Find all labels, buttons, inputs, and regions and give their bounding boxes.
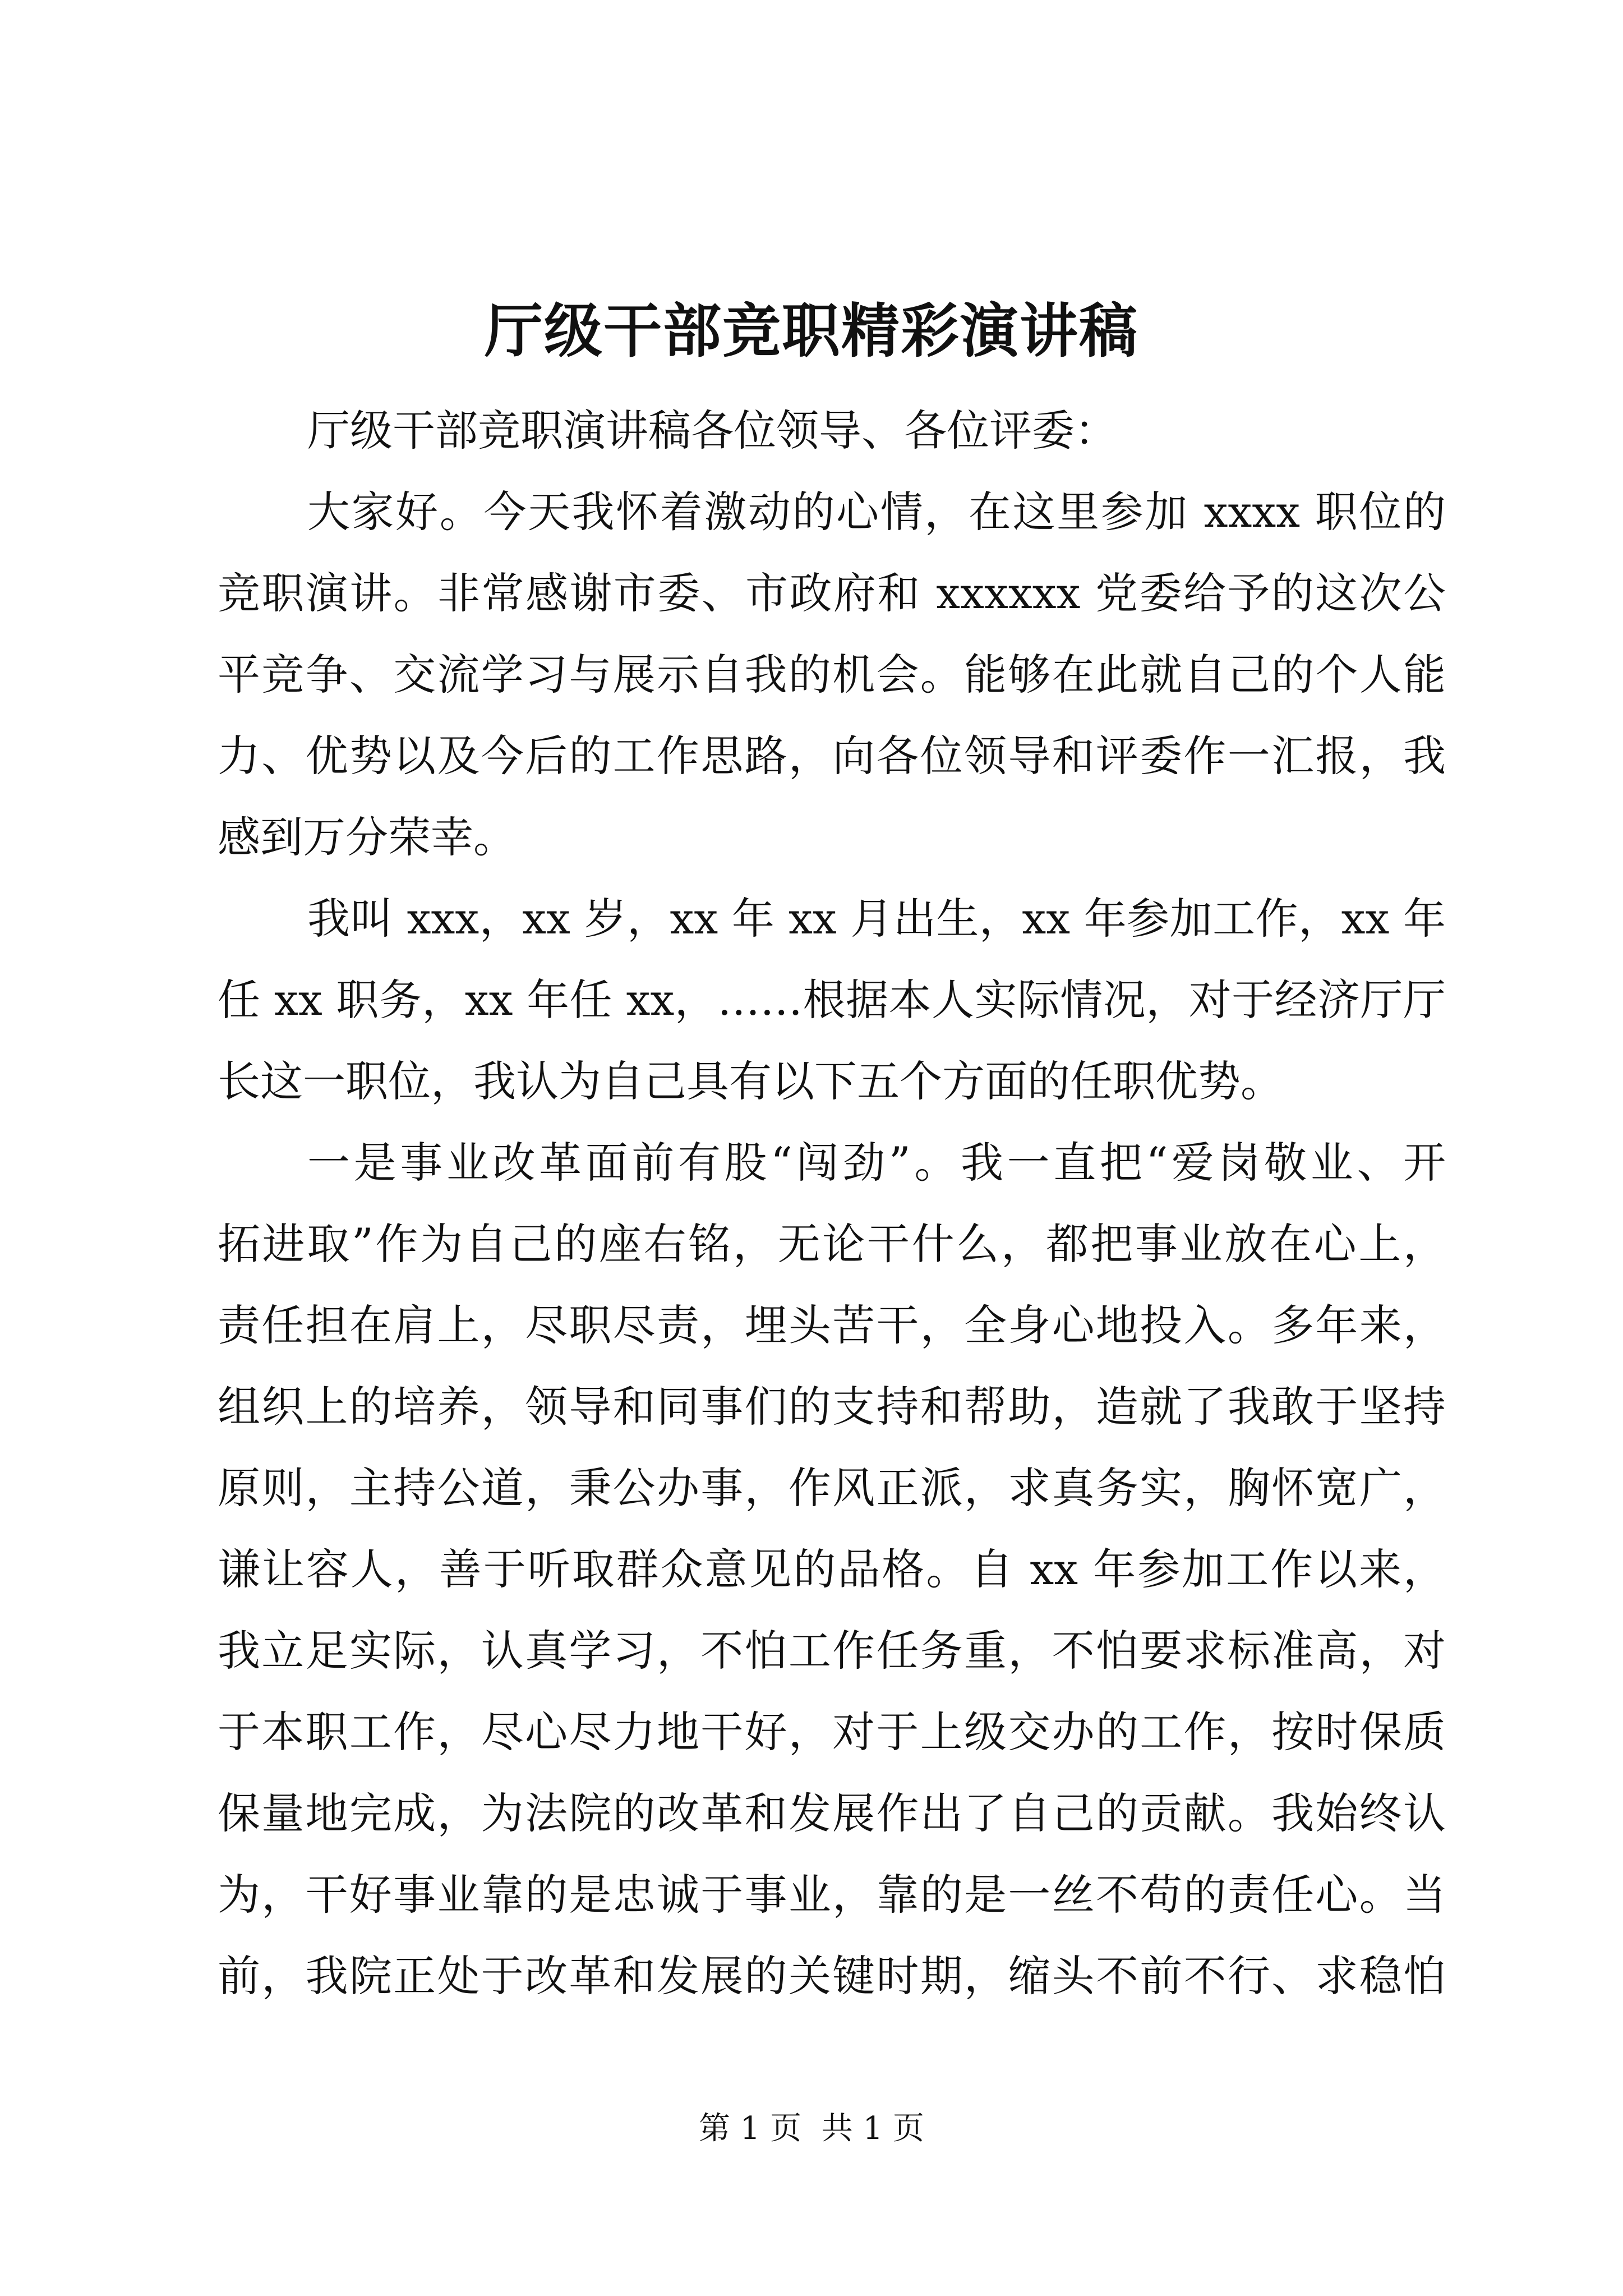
- text-line: 平竞争、交流学习与展示自我的机会。能够在此就自己的个人能: [218, 650, 1446, 700]
- document-body: [218, 390, 1446, 2017]
- paragraph-greeting: [218, 390, 1446, 471]
- text-line: 保量地完成，为法院的改革和发展作出了自己的贡献。我始终认: [218, 1788, 1446, 1838]
- text-line: 为，干好事业靠的是忠诚于事业，靠的是一丝不苟的责任心。当: [218, 1870, 1446, 1920]
- text-line: 于本职工作，尽心尽力地干好，对于上级交办的工作，按时保质: [218, 1707, 1446, 1757]
- text-line: 长这一职位，我认为自己具有以下五个方面的任职优势。: [218, 1056, 1283, 1106]
- text-line: 前，我院正处于改革和发展的关键时期，缩头不前不行、求稳怕: [218, 1951, 1446, 2001]
- text-line: 力、优势以及今后的工作思路，向各位领导和评委作一汇报，我: [218, 731, 1446, 781]
- text-line: 感到万分荣幸。: [218, 812, 516, 862]
- text-line: 任 xx 职务，xx 年任 xx，……根据本人实际情况，对于经济厅厅: [218, 975, 1446, 1025]
- text-line: 原则，主持公道，秉公办事，作风正派，求真务实，胸怀宽广，: [218, 1463, 1446, 1513]
- paragraph-advantage-one: [218, 1122, 1446, 2017]
- text-line: 我立足实际，认真学习，不怕工作任务重，不怕要求标准高，对: [218, 1626, 1446, 1676]
- text-line: 责任担在肩上，尽职尽责，埋头苦干，全身心地投入。多年来，: [218, 1300, 1446, 1350]
- text-line: 一是事业改革面前有股“闯劲”。我一直把“爱岗敬业、开: [307, 1138, 1446, 1188]
- text-line: 大家好。今天我怀着激动的心情，在这里参加 xxxx 职位的: [307, 487, 1446, 537]
- paragraph-introduction: [218, 878, 1446, 1122]
- text-line: 我叫 xxx，xx 岁，xx 年 xx 月出生，xx 年参加工作，xx 年: [307, 894, 1446, 944]
- text-line: 竞职演讲。非常感谢市委、市政府和 xxxxxx 党委给予的这次公: [218, 568, 1446, 618]
- document-title: 厅级干部竞职精彩演讲稿: [484, 296, 1138, 365]
- page-footer: 第 1 页 共 1 页: [698, 2110, 925, 2147]
- text-line: 谦让容人，善于听取群众意见的品格。自 xx 年参加工作以来，: [218, 1544, 1446, 1594]
- text-line: 厅级干部竞职演讲稿各位领导、各位评委：: [307, 406, 1117, 455]
- text-line: 拓进取”作为自己的座右铭，无论干什么，都把事业放在心上，: [218, 1219, 1446, 1269]
- text-line: 组织上的培养，领导和同事们的支持和帮助，造就了我敢于坚持: [218, 1382, 1446, 1432]
- paragraph-opening: [218, 471, 1446, 878]
